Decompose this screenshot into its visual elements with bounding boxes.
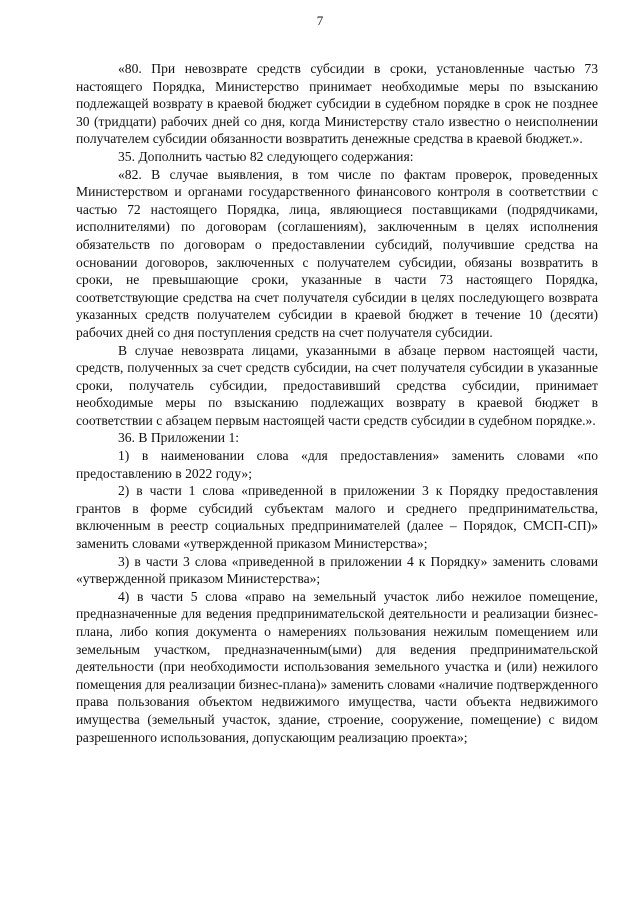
paragraph-item-36: 36. В Приложении 1: (118, 430, 240, 446)
page-number: 7 (316, 13, 324, 28)
list-item-2: 2) в части 1 слова «приведенной в приложении 3 к Порядку предоставления грантов в форме субсидий субъектам малого и среднего предпринимательства, включенным в реестр социальных предпринимателей (далее – Порядок, СМСП-СП)» заменить словами «утвержденной приказом Министерства»; (76, 483, 598, 552)
paragraph-item-35: 35. Дополнить частью 82 следующего содержания: (118, 148, 414, 164)
list-item-4: 4) в части 5 слова «право на земельный участок либо нежилое помещение, предназначенные для ведения предпринимательской деятельности и реализации бизнес-плана, либо копия документа о намерениях пользования нежилым помещением или земельным участком, предназначенным(ыми) для ведения предпринимательской деятельности (при необходимости использования земельного участка и (или) нежилого помещения для реализации бизнес-плана)» заменить словами «наличие подтвержденного права пользования объектом недвижимого имущества, части объекта недвижимого имущества (земельный участок, здание, строение, сооружение, помещение) с видом разрешенного использования, допускающим реализацию проекта»; (76, 588, 598, 745)
paragraph-80: «80. При невозврате средств субсидии в сроки, установленные частью 73 настоящего Порядка, Министерство принимает необходимые меры по взысканию подлежащей возврату в краевой бюджет субсидии в судебном порядке в срок не позднее 30 (тридцати) рабочих дней со дня, когда Министерству стало известно о неисполнении получателем субсидии обязанности возвратить денежные средства в краевой бюджет.». (76, 61, 598, 147)
list-item-1: 1) в наименовании слова «для предоставления» заменить словами «по предоставлению в 2022 году»; (76, 448, 598, 481)
document-body (76, 60, 598, 746)
paragraph-82: «82. В случае выявления, в том числе по фактам проверок, проведенных Министерством и органами государственного финансового контроля в соответствии с частью 72 настоящего Порядка, лица, являющиеся поставщиками (подрядчиками, исполнителями) по договорам (соглашениям), заключенным в целях исполнения обязательств по договорам о предоставлении субсидий, получившие средства на основании договоров, заключенных с получателем субсидии, обязаны возвратить в сроки, не превышающие сроки, указанные в части 73 настоящего Порядка, соответствующие средства на счет получателя субсидии в целях последующего возврата указанных средств получателем субсидии в краевой бюджет в течение 10 (десяти) рабочих дней со дня поступления средств на счет получателя субсидии. (76, 166, 598, 340)
paragraph-82-second: В случае невозврата лицами, указанными в абзаце первом настоящей части, средств, полученных за счет средств субсидии, на счет получателя субсидии в указанные сроки, получатель субсидии, предоставивший средства субсидии, принимает необходимые меры по взысканию подлежащих возврату в краевой бюджет в соответствии с абзацем первым настоящей части средств субсидии в судебном порядке.». (76, 342, 598, 428)
list-item-3: 3) в части 3 слова «приведенной в приложении 4 к Порядку» заменить словами «утвержденной приказом Министерства»; (76, 553, 598, 587)
